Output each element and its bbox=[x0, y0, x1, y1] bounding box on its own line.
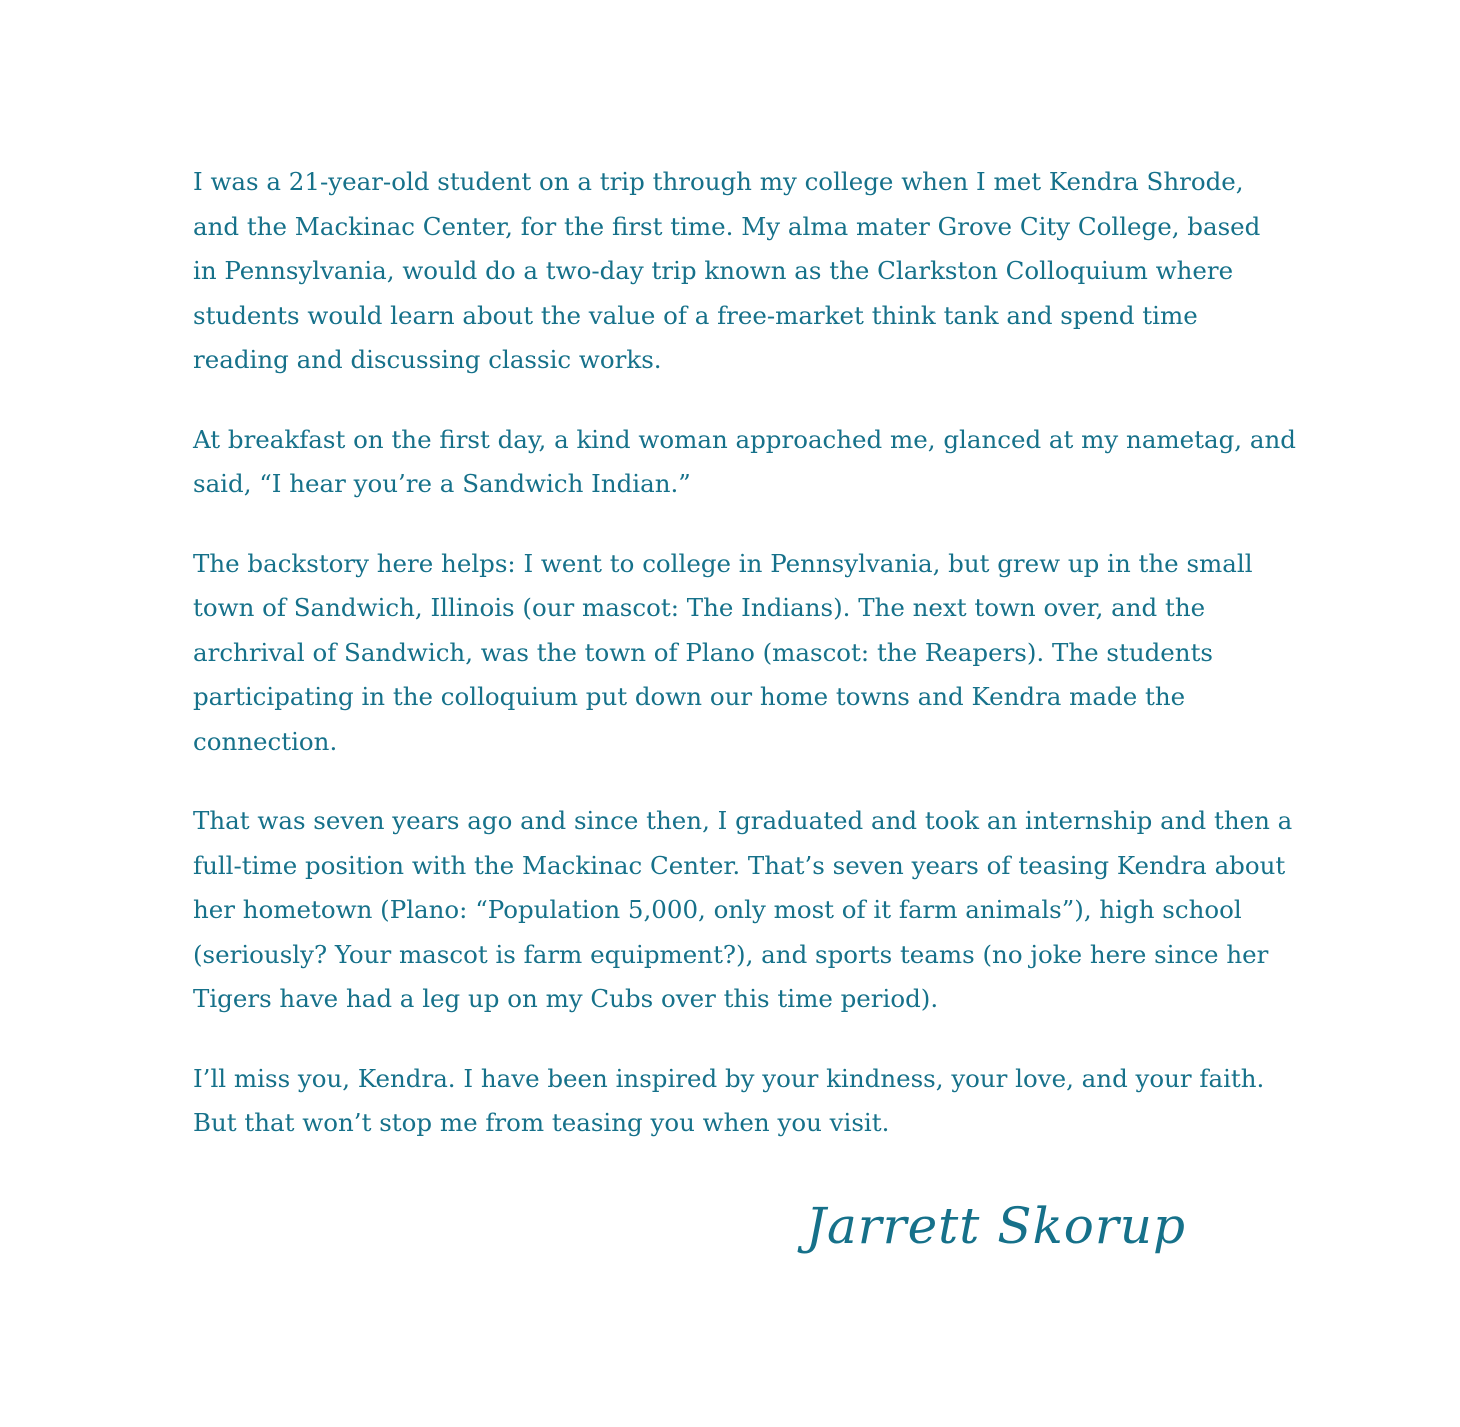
letter-line: That was seven years ago and since then, I graduated and took an internship and then a bbox=[193, 806, 1293, 835]
letter-line: I’ll miss you, Kendra. I have been inspired by your kindness, your love, and your faith. bbox=[193, 1063, 1265, 1093]
letter-line: The backstory here helps: I went to college in Pennsylvania, but grew up in the small bbox=[193, 548, 1253, 578]
letter-line: At breakfast on the first day, a kind woman approached me, glanced at my nametag, and bbox=[193, 424, 1296, 454]
paragraph-5 bbox=[193, 1057, 1268, 1146]
letter-line: full-time position with the Mackinac Center. That’s seven years of teasing Kendra about bbox=[193, 850, 1286, 880]
letter-body bbox=[193, 160, 1296, 1271]
paragraph-2 bbox=[193, 418, 1296, 507]
letter-line: her hometown (Plano: “Population 5,000, only most of it farm animals”), high school bbox=[193, 895, 1242, 924]
letter-line: and the Mackinac Center, for the first time. My alma mater Grove City College, based bbox=[193, 211, 1261, 241]
signature: Jarrett Skorup bbox=[805, 1196, 1186, 1255]
paragraph-3 bbox=[193, 542, 1268, 765]
letter-line: town of Sandwich, Illinois (our mascot: The Indians). The next town over, and the bbox=[193, 593, 1206, 622]
letter-line: participating in the colloquium put down our home towns and Kendra made the bbox=[193, 682, 1186, 711]
letter-line: But that won’t stop me from teasing you when you visit. bbox=[193, 1108, 890, 1137]
letter-line: I was a 21-year-old student on a trip through my college when I met Kendra Shrode, bbox=[193, 167, 1244, 196]
paragraph-4 bbox=[193, 799, 1293, 1022]
letter-line: said, “I hear you’re a Sandwich Indian.” bbox=[193, 469, 691, 498]
letter-line: archrival of Sandwich, was the town of Plano (mascot: the Reapers). The students bbox=[193, 637, 1213, 667]
letter-line: connection. bbox=[193, 726, 338, 756]
letter-line: reading and discussing classic works. bbox=[193, 345, 662, 374]
letter-line: in Pennsylvania, would do a two-day trip known as the Clarkston Colloquium where bbox=[193, 256, 1234, 285]
paragraph-1 bbox=[193, 160, 1268, 383]
letter-line: students would learn about the value of a free-market think tank and spend time bbox=[193, 300, 1198, 330]
letter-line: (seriously? Your mascot is farm equipment?), and sports teams (no joke here since her bbox=[193, 939, 1269, 969]
letter-line: Tigers have had a leg up on my Cubs over this time period). bbox=[193, 984, 939, 1013]
